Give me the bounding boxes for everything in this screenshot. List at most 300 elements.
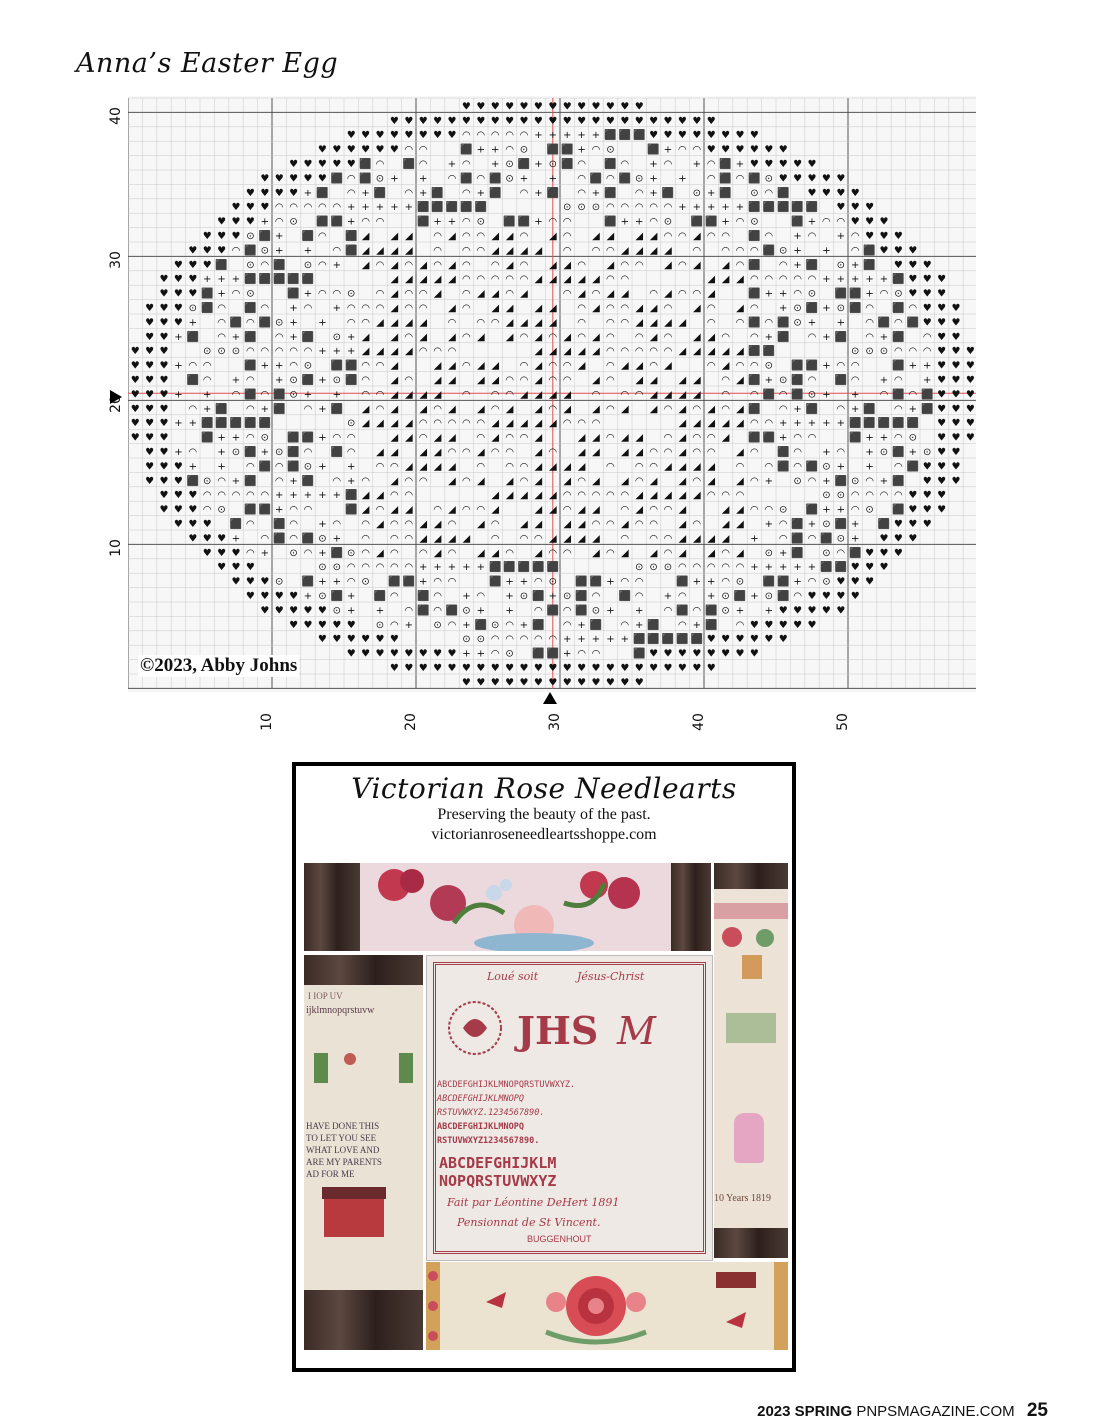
svg-text:◠: ◠ — [649, 533, 658, 545]
svg-text:◢: ◢ — [664, 389, 672, 401]
svg-text:♥: ♥ — [289, 591, 299, 602]
svg-text:◠: ◠ — [663, 331, 673, 343]
svg-text:♥: ♥ — [173, 504, 183, 516]
svg-text:⬛: ⬛ — [776, 331, 790, 343]
svg-text:⬛: ⬛ — [272, 259, 286, 271]
svg-text:+: + — [851, 389, 860, 401]
svg-text:⊙: ⊙ — [764, 173, 773, 185]
svg-text:◠: ◠ — [548, 547, 558, 559]
svg-text:◢: ◢ — [390, 274, 399, 286]
svg-text:◠: ◠ — [793, 288, 802, 300]
svg-text:◠: ◠ — [332, 288, 342, 300]
svg-text:◢: ◢ — [563, 475, 572, 487]
svg-text:◢: ◢ — [390, 504, 399, 516]
svg-text:◠: ◠ — [562, 490, 572, 502]
svg-text:⬛: ⬛ — [215, 403, 228, 415]
svg-text:♥: ♥ — [447, 115, 457, 127]
svg-text:◢: ◢ — [563, 259, 572, 271]
svg-text:◢: ◢ — [448, 504, 456, 516]
svg-text:♥: ♥ — [217, 216, 227, 228]
svg-text:♥: ♥ — [620, 677, 630, 689]
svg-text:+: + — [764, 331, 773, 343]
svg-text:◠: ◠ — [562, 245, 572, 257]
svg-text:+: + — [188, 418, 197, 430]
svg-text:⬛: ⬛ — [805, 303, 819, 314]
svg-text:◠: ◠ — [404, 490, 414, 502]
svg-text:♥: ♥ — [519, 663, 529, 674]
svg-text:◢: ◢ — [491, 504, 500, 516]
svg-text:♥: ♥ — [245, 576, 255, 588]
svg-text:⬛: ⬛ — [200, 303, 214, 314]
svg-text:♥: ♥ — [937, 504, 947, 516]
svg-text:◠: ◠ — [274, 475, 284, 487]
svg-text:⬛: ⬛ — [834, 375, 848, 386]
svg-text:♥: ♥ — [821, 591, 831, 602]
svg-text:⊙: ⊙ — [779, 504, 788, 516]
svg-text:♥: ♥ — [764, 634, 774, 646]
svg-text:♥: ♥ — [346, 634, 356, 646]
svg-text:♥: ♥ — [778, 144, 788, 156]
svg-text:◢: ◢ — [620, 360, 629, 372]
svg-text:+: + — [793, 576, 802, 588]
svg-text:◢: ◢ — [707, 418, 716, 430]
svg-text:◢: ◢ — [404, 461, 413, 473]
svg-text:◠: ◠ — [318, 259, 327, 271]
svg-text:⊙: ⊙ — [851, 475, 860, 487]
svg-text:♥: ♥ — [361, 634, 371, 646]
svg-text:◢: ◢ — [563, 346, 572, 358]
svg-text:⬛: ⬛ — [589, 576, 603, 588]
svg-text:◠: ◠ — [505, 447, 514, 458]
svg-text:+: + — [591, 187, 601, 199]
svg-text:◠: ◠ — [879, 288, 889, 300]
svg-text:⊙: ⊙ — [793, 475, 802, 487]
svg-text:◠: ◠ — [562, 360, 572, 372]
svg-text:⊙: ⊙ — [635, 562, 644, 574]
svg-text:◠: ◠ — [735, 259, 745, 271]
svg-text:+: + — [260, 547, 269, 559]
svg-text:◠: ◠ — [663, 605, 673, 617]
svg-text:◢: ◢ — [548, 346, 557, 358]
verse-2: TO LET YOU SEE — [306, 1133, 377, 1143]
svg-text:⬛: ⬛ — [301, 533, 315, 545]
svg-text:◠: ◠ — [246, 346, 255, 358]
svg-text:⬛: ⬛ — [762, 576, 776, 588]
svg-text:+: + — [807, 519, 817, 530]
svg-text:⊙: ⊙ — [822, 576, 831, 588]
svg-text:◠: ◠ — [505, 634, 514, 646]
svg-text:♥: ♥ — [490, 677, 500, 689]
svg-text:♥: ♥ — [188, 504, 198, 516]
svg-text:◠: ◠ — [908, 389, 918, 401]
svg-text:⊙: ⊙ — [836, 303, 845, 314]
svg-text:◠: ◠ — [894, 432, 903, 444]
svg-text:⬛: ⬛ — [272, 533, 286, 545]
svg-text:◠: ◠ — [577, 173, 586, 185]
svg-text:⊙: ⊙ — [260, 245, 269, 257]
svg-text:♥: ♥ — [879, 533, 889, 545]
svg-text:◠: ◠ — [577, 418, 586, 430]
svg-text:⬛: ⬛ — [301, 375, 315, 386]
svg-text:+: + — [635, 605, 644, 617]
svg-text:⬛: ⬛ — [748, 317, 761, 329]
svg-text:◢: ◢ — [692, 303, 701, 314]
svg-text:♥: ♥ — [605, 101, 615, 113]
svg-text:♥: ♥ — [332, 619, 342, 631]
svg-text:+: + — [275, 231, 284, 242]
svg-text:◠: ◠ — [476, 274, 486, 286]
svg-text:◠: ◠ — [634, 259, 644, 271]
svg-text:◠: ◠ — [332, 202, 342, 214]
svg-text:◢: ◢ — [707, 331, 716, 343]
svg-text:♥: ♥ — [159, 418, 169, 430]
svg-text:⊙: ⊙ — [591, 605, 601, 617]
svg-text:◠: ◠ — [462, 216, 471, 228]
svg-text:◠: ◠ — [721, 490, 730, 502]
svg-text:◢: ◢ — [577, 346, 586, 358]
svg-text:◢: ◢ — [721, 259, 730, 271]
svg-text:⬛: ⬛ — [848, 288, 862, 300]
svg-text:+: + — [620, 216, 629, 228]
svg-text:⬛: ⬛ — [704, 216, 718, 228]
svg-text:♥: ♥ — [159, 475, 169, 487]
svg-text:⊙: ⊙ — [836, 533, 845, 545]
svg-text:◢: ◢ — [390, 317, 399, 329]
svg-text:◠: ◠ — [620, 303, 630, 314]
svg-text:+: + — [591, 634, 601, 646]
svg-text:♥: ♥ — [706, 144, 716, 156]
svg-text:◠: ◠ — [375, 259, 385, 271]
svg-text:⊙: ⊙ — [548, 159, 557, 170]
svg-text:♥: ♥ — [591, 663, 601, 674]
svg-text:◢: ◢ — [736, 504, 744, 516]
svg-text:◠: ◠ — [404, 519, 414, 530]
svg-text:⬛: ⬛ — [301, 432, 315, 444]
svg-text:◠: ◠ — [418, 144, 428, 156]
svg-text:◢: ◢ — [491, 375, 500, 386]
svg-text:♥: ♥ — [937, 389, 947, 401]
svg-text:◠: ◠ — [231, 245, 241, 257]
svg-text:◠: ◠ — [750, 274, 759, 286]
svg-text:◢: ◢ — [404, 231, 413, 242]
svg-text:⬛: ⬛ — [877, 418, 891, 430]
svg-text:⬛: ⬛ — [748, 375, 761, 386]
svg-text:◢: ◢ — [692, 461, 701, 473]
svg-text:◢: ◢ — [592, 403, 600, 415]
svg-text:◠: ◠ — [692, 562, 702, 574]
svg-text:+: + — [174, 331, 183, 343]
svg-text:♥: ♥ — [577, 677, 587, 689]
svg-text:+: + — [332, 303, 341, 314]
svg-text:♥: ♥ — [145, 461, 155, 473]
svg-text:⬛: ⬛ — [892, 389, 905, 401]
svg-text:⬛: ⬛ — [416, 605, 430, 617]
svg-text:+: + — [419, 187, 428, 199]
svg-text:+: + — [692, 619, 701, 631]
svg-text:♥: ♥ — [865, 231, 875, 242]
svg-text:♥: ♥ — [173, 475, 183, 487]
svg-text:◠: ◠ — [375, 403, 385, 415]
svg-text:+: + — [865, 461, 874, 473]
svg-text:◠: ◠ — [591, 648, 601, 660]
svg-text:+: + — [548, 591, 557, 602]
svg-text:⬛: ⬛ — [776, 461, 790, 473]
svg-text:+: + — [231, 475, 241, 487]
svg-text:◠: ◠ — [548, 375, 558, 386]
svg-text:◢: ◢ — [448, 403, 456, 415]
svg-text:⬛: ⬛ — [776, 576, 790, 588]
svg-text:◢: ◢ — [664, 245, 672, 257]
svg-text:◠: ◠ — [663, 447, 673, 458]
svg-text:◠: ◠ — [447, 519, 457, 530]
svg-text:♥: ♥ — [145, 389, 155, 401]
svg-text:◢: ◢ — [476, 447, 485, 458]
svg-text:♥: ♥ — [303, 619, 313, 631]
svg-text:◠: ◠ — [289, 360, 298, 372]
svg-text:◠: ◠ — [591, 389, 601, 401]
svg-text:♥: ♥ — [793, 619, 803, 631]
svg-text:+: + — [534, 187, 543, 199]
svg-text:♥: ♥ — [922, 288, 932, 300]
svg-text:◢: ◢ — [448, 360, 456, 372]
svg-text:◠: ◠ — [793, 447, 802, 458]
svg-text:♥: ♥ — [159, 288, 169, 300]
svg-text:+: + — [318, 346, 327, 358]
svg-text:⬛: ⬛ — [330, 403, 344, 415]
svg-text:♥: ♥ — [749, 619, 759, 631]
svg-text:⬛: ⬛ — [791, 547, 804, 559]
svg-text:⬛: ⬛ — [848, 547, 862, 559]
svg-text:◠: ◠ — [606, 375, 615, 386]
svg-text:⊙: ⊙ — [217, 346, 226, 358]
svg-text:◠: ◠ — [390, 533, 399, 545]
svg-text:◢: ◢ — [707, 403, 716, 415]
svg-text:♥: ♥ — [965, 432, 975, 444]
svg-text:+: + — [217, 288, 226, 300]
svg-text:+: + — [303, 288, 313, 300]
svg-text:+: + — [289, 317, 298, 329]
svg-text:◠: ◠ — [735, 461, 745, 473]
svg-text:⬛: ⬛ — [416, 216, 430, 228]
svg-text:◢: ◢ — [548, 418, 557, 430]
svg-text:◢: ◢ — [404, 418, 413, 430]
svg-text:◠: ◠ — [678, 562, 687, 574]
svg-text:♥: ♥ — [706, 663, 716, 674]
svg-text:◠: ◠ — [562, 619, 572, 631]
svg-text:♥: ♥ — [173, 288, 183, 300]
svg-text:◠: ◠ — [591, 519, 601, 530]
svg-text:◢: ◢ — [419, 461, 428, 473]
svg-text:◢: ◢ — [721, 346, 730, 358]
svg-text:◠: ◠ — [836, 403, 846, 415]
svg-text:◠: ◠ — [750, 447, 759, 458]
svg-text:◠: ◠ — [548, 403, 558, 415]
svg-text:⬛: ⬛ — [560, 144, 574, 156]
svg-text:+: + — [793, 245, 802, 257]
svg-text:♥: ♥ — [937, 346, 947, 358]
svg-text:+: + — [332, 259, 341, 271]
svg-text:◠: ◠ — [764, 317, 774, 329]
svg-text:◠: ◠ — [634, 187, 644, 199]
svg-text:◠: ◠ — [462, 389, 471, 401]
svg-text:◢: ◢ — [692, 231, 701, 242]
svg-text:♥: ♥ — [389, 115, 399, 127]
svg-text:⬛: ⬛ — [791, 375, 804, 386]
svg-text:+: + — [793, 231, 802, 242]
svg-text:◠: ◠ — [519, 432, 529, 444]
svg-text:♥: ♥ — [375, 648, 385, 660]
svg-text:◠: ◠ — [634, 331, 644, 343]
svg-text:♥: ♥ — [159, 447, 169, 458]
svg-text:♥: ♥ — [951, 418, 961, 430]
svg-text:⬛: ⬛ — [834, 475, 848, 487]
svg-text:◢: ◢ — [664, 288, 672, 300]
svg-text:◢: ◢ — [721, 432, 730, 444]
svg-text:◢: ◢ — [433, 519, 442, 530]
svg-text:◠: ◠ — [735, 360, 745, 372]
svg-text:◠: ◠ — [462, 360, 471, 372]
svg-text:◠: ◠ — [476, 504, 486, 516]
svg-text:⬛: ⬛ — [287, 461, 300, 473]
svg-text:⬛: ⬛ — [791, 360, 804, 372]
svg-text:♥: ♥ — [289, 619, 299, 631]
svg-text:◢: ◢ — [563, 331, 572, 343]
svg-text:♥: ♥ — [130, 360, 140, 372]
svg-text:⊙: ⊙ — [231, 447, 241, 458]
svg-text:♥: ♥ — [389, 634, 399, 646]
svg-text:♥: ♥ — [807, 619, 817, 631]
svg-text:♥: ♥ — [793, 159, 803, 170]
svg-text:◢: ◢ — [678, 432, 687, 444]
svg-text:⬛: ⬛ — [647, 634, 660, 646]
svg-text:+: + — [260, 403, 269, 415]
svg-text:◠: ◠ — [404, 475, 414, 487]
svg-text:◢: ◢ — [534, 475, 543, 487]
svg-text:+: + — [822, 331, 831, 343]
svg-text:⬛: ⬛ — [301, 331, 315, 343]
svg-text:◢: ◢ — [361, 504, 370, 516]
svg-text:⊙: ⊙ — [246, 231, 255, 242]
svg-text:⬛: ⬛ — [704, 605, 718, 617]
svg-text:◠: ◠ — [721, 576, 730, 588]
svg-text:◠: ◠ — [663, 403, 673, 415]
svg-text:⊙: ⊙ — [807, 389, 817, 401]
ad-website[interactable]: victorianroseneedleartsshoppe.com — [431, 826, 657, 843]
svg-text:♥: ♥ — [317, 173, 327, 185]
svg-text:⬛: ⬛ — [229, 317, 243, 329]
svg-text:◢: ◢ — [534, 389, 543, 401]
svg-text:♥: ♥ — [231, 562, 241, 574]
svg-text:◠: ◠ — [534, 605, 543, 617]
svg-text:♥: ♥ — [533, 101, 543, 113]
svg-text:+: + — [519, 173, 529, 185]
svg-text:⬛: ⬛ — [287, 447, 300, 458]
svg-text:◢: ◢ — [419, 533, 428, 545]
svg-text:+: + — [836, 461, 845, 473]
svg-text:◠: ◠ — [606, 547, 615, 559]
svg-text:♥: ♥ — [965, 360, 975, 372]
svg-text:◠: ◠ — [476, 432, 486, 444]
svg-text:⬛: ⬛ — [503, 216, 516, 228]
svg-text:◠: ◠ — [418, 418, 428, 430]
svg-text:⬛: ⬛ — [805, 259, 819, 271]
svg-text:♥: ♥ — [188, 274, 198, 286]
svg-text:◠: ◠ — [404, 605, 414, 617]
y-tick-10: 10 — [108, 539, 124, 557]
svg-text:◢: ◢ — [635, 504, 644, 516]
svg-text:⊙: ⊙ — [433, 619, 442, 631]
svg-text:+: + — [303, 245, 313, 257]
svg-text:⊙: ⊙ — [548, 576, 557, 588]
svg-text:◠: ◠ — [721, 403, 730, 415]
svg-text:♥: ♥ — [188, 288, 198, 300]
svg-text:♥: ♥ — [620, 101, 630, 113]
svg-text:⊙: ⊙ — [318, 533, 327, 545]
svg-text:♥: ♥ — [649, 130, 659, 142]
svg-text:◠: ◠ — [577, 648, 586, 660]
svg-text:⊙: ⊙ — [563, 202, 572, 214]
svg-text:+: + — [476, 648, 485, 660]
svg-text:◢: ◢ — [376, 317, 384, 329]
svg-text:⬛: ⬛ — [589, 173, 603, 185]
svg-text:⬛: ⬛ — [316, 187, 329, 199]
svg-text:♥: ♥ — [937, 447, 947, 458]
svg-text:+: + — [879, 274, 889, 286]
svg-text:♥: ♥ — [620, 115, 630, 127]
svg-text:◠: ◠ — [361, 562, 370, 574]
svg-text:◠: ◠ — [721, 547, 730, 559]
svg-text:+: + — [750, 562, 759, 574]
svg-text:+: + — [318, 519, 327, 530]
svg-text:⬛: ⬛ — [776, 202, 790, 214]
svg-text:⬛: ⬛ — [532, 591, 545, 602]
svg-text:♥: ♥ — [836, 591, 846, 602]
svg-text:⬛: ⬛ — [445, 202, 459, 214]
svg-text:♥: ♥ — [836, 576, 846, 588]
svg-text:◢: ◢ — [505, 403, 514, 415]
svg-text:+: + — [635, 216, 644, 228]
svg-text:◢: ◢ — [433, 432, 442, 444]
svg-text:⬛: ⬛ — [906, 461, 920, 473]
svg-text:◠: ◠ — [519, 475, 529, 487]
svg-text:⊙: ⊙ — [505, 648, 514, 660]
svg-text:◢: ◢ — [577, 533, 586, 545]
svg-text:+: + — [217, 274, 226, 286]
svg-text:◠: ◠ — [577, 317, 586, 329]
svg-text:♥: ♥ — [749, 144, 759, 156]
svg-text:◠: ◠ — [433, 346, 442, 358]
svg-text:◠: ◠ — [246, 375, 255, 386]
svg-text:+: + — [908, 403, 917, 415]
svg-text:◠: ◠ — [318, 202, 327, 214]
svg-text:+: + — [807, 418, 817, 430]
svg-text:◢: ◢ — [476, 375, 485, 386]
svg-text:◠: ◠ — [375, 159, 385, 170]
svg-text:⬛: ⬛ — [748, 259, 761, 271]
svg-text:+: + — [779, 547, 788, 559]
svg-text:+: + — [303, 490, 313, 502]
svg-text:◠: ◠ — [476, 173, 486, 185]
svg-text:♥: ♥ — [533, 663, 543, 674]
svg-text:♥: ♥ — [879, 562, 889, 574]
alphabet-sampler-photo-left — [304, 955, 423, 1350]
svg-text:♥: ♥ — [951, 403, 961, 415]
svg-text:♥: ♥ — [289, 187, 299, 199]
svg-text:◠: ◠ — [462, 130, 471, 142]
svg-text:◠: ◠ — [490, 130, 500, 142]
svg-text:⬛: ⬛ — [805, 403, 819, 415]
svg-text:◢: ◢ — [664, 317, 672, 329]
